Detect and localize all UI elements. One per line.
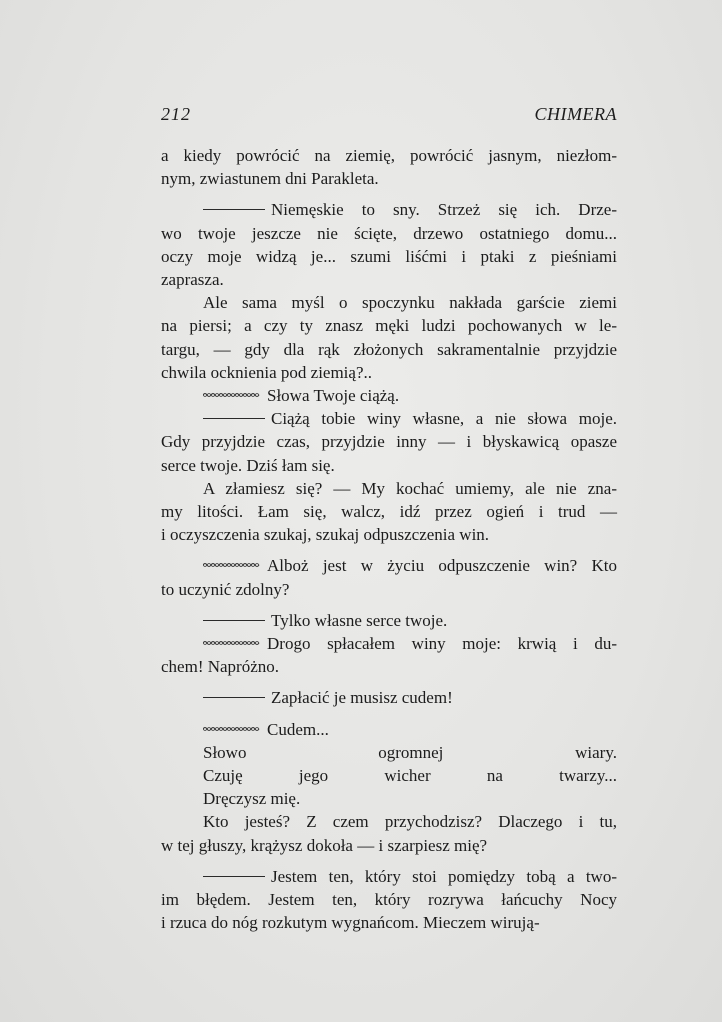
text-line	[161, 554, 617, 577]
text-line	[161, 222, 617, 245]
line-text: zaprasza.	[161, 270, 224, 290]
paragraph	[161, 144, 617, 190]
paragraph	[161, 407, 617, 477]
text-line	[161, 578, 617, 601]
running-title: CHIMERA	[534, 104, 617, 124]
text-line	[161, 361, 617, 384]
paragraph	[161, 291, 617, 384]
paragraph	[161, 741, 617, 811]
line-text: A złamiesz się? — My kochać umiemy, ale nie zna-	[203, 478, 617, 498]
em-rule-dash	[203, 209, 265, 210]
line-text: wo twoje jeszcze nie ścięte, drzewo ostatniego domu...	[161, 223, 617, 243]
line-text: oczy moje widzą je... szumi liśćmi i ptaki z pieśniami	[161, 246, 617, 266]
body-text	[161, 144, 617, 935]
text-line	[161, 454, 617, 477]
text-line	[161, 167, 617, 190]
line-text: Gdy przyjdzie czas, przyjdzie inny — i błyskawicą opasze	[161, 432, 617, 452]
text-line	[161, 384, 617, 407]
line-text: Ale sama myśl o spoczynku nakłada garście ziemi	[203, 293, 617, 313]
text-line	[161, 477, 617, 500]
text-line	[161, 144, 617, 167]
text-line	[161, 268, 617, 291]
line-text: Słowo ogromnej wiary.	[203, 742, 617, 762]
line-text: Dręczysz mię.	[203, 789, 301, 809]
paragraph	[161, 686, 617, 709]
line-text: to uczynić zdolny?	[161, 579, 290, 599]
line-text: serce twoje. Dziś łam się.	[161, 455, 335, 475]
wavy-ornament-icon	[203, 562, 261, 568]
text-line	[161, 810, 617, 833]
text-line	[161, 718, 617, 741]
line-text: Ciążą tobie winy własne, a nie słowa moje.	[271, 409, 617, 429]
line-text: chwila ocknienia pod ziemią?..	[161, 362, 372, 382]
text-line	[161, 834, 617, 857]
line-text: Słowa Twoje ciążą.	[267, 386, 400, 406]
line-text: im błędem. Jestem ten, który rozrywa łańcuchy Nocy	[161, 890, 617, 910]
paragraph	[161, 477, 617, 547]
text-line	[161, 314, 617, 337]
line-text: chem! Napróżno.	[161, 657, 280, 677]
line-text: Tylko własne serce twoje.	[271, 610, 448, 630]
paragraph	[161, 865, 617, 935]
text-line	[161, 655, 617, 678]
line-text: a kiedy powrócić na ziemię, powrócić jasnym, niezłom-	[161, 146, 617, 165]
text-line	[203, 787, 617, 810]
wavy-ornament-icon	[203, 640, 261, 646]
em-rule-dash	[203, 876, 265, 877]
text-line	[161, 245, 617, 268]
page-number: 212	[161, 104, 191, 124]
line-text: Niemęskie to sny. Strzeż się ich. Drze-	[271, 200, 617, 220]
text-line	[161, 686, 617, 709]
text-line	[161, 911, 617, 934]
line-text: Cudem...	[267, 719, 329, 739]
text-line	[161, 865, 617, 888]
line-text: Alboż jest w życiu odpuszczenie win? Kto	[267, 556, 617, 576]
line-text: Czuję jego wicher na twarzy...	[203, 766, 617, 786]
em-rule-dash	[203, 697, 265, 698]
text-line	[161, 609, 617, 632]
paragraph	[161, 384, 617, 407]
text-line	[161, 888, 617, 911]
paragraph	[161, 554, 617, 600]
text-line	[161, 198, 617, 221]
paragraph	[161, 609, 617, 632]
running-head	[161, 104, 617, 130]
line-text: i oczyszczenia szukaj, szukaj odpuszczenia win.	[161, 525, 490, 545]
line-text: w tej głuszy, krążysz dokoła — i szarpiesz mię?	[161, 835, 488, 855]
text-line	[161, 500, 617, 523]
wavy-ornament-icon	[203, 726, 261, 732]
paragraph	[161, 198, 617, 291]
text-line	[161, 632, 617, 655]
paragraph	[161, 810, 617, 856]
text-line	[161, 407, 617, 430]
em-rule-dash	[203, 620, 265, 621]
text-line	[161, 291, 617, 314]
line-text: Jestem ten, który stoi pomiędzy tobą a two-	[271, 866, 617, 886]
text-line	[203, 764, 617, 787]
text-line	[203, 741, 617, 764]
line-text: my litości. Łam się, walcz, idź przez ogień i trud —	[161, 502, 617, 522]
em-rule-dash	[203, 418, 265, 419]
line-text: na piersi; a czy ty znasz męki ludzi pochowanych w le-	[161, 316, 617, 336]
line-text: nym, zwiastunem dni Parakleta.	[161, 169, 379, 189]
line-text: Zapłacić je musisz cudem!	[271, 688, 453, 708]
text-line	[161, 338, 617, 361]
paragraph	[161, 632, 617, 678]
line-text: i rzuca do nóg rozkutym wygnańcom. Mieczem wirują-	[161, 913, 540, 933]
line-text: targu, — gdy dla rąk złożonych sakramentalnie przyjdzie	[161, 339, 617, 359]
text-line	[161, 523, 617, 546]
line-text: Kto jesteś? Z czem przychodzisz? Dlaczego i tu,	[203, 812, 617, 832]
wavy-ornament-icon	[203, 392, 261, 398]
text-line	[161, 430, 617, 453]
line-text: Drogo spłacałem winy moje: krwią i du-	[267, 634, 617, 654]
paragraph	[161, 718, 617, 741]
